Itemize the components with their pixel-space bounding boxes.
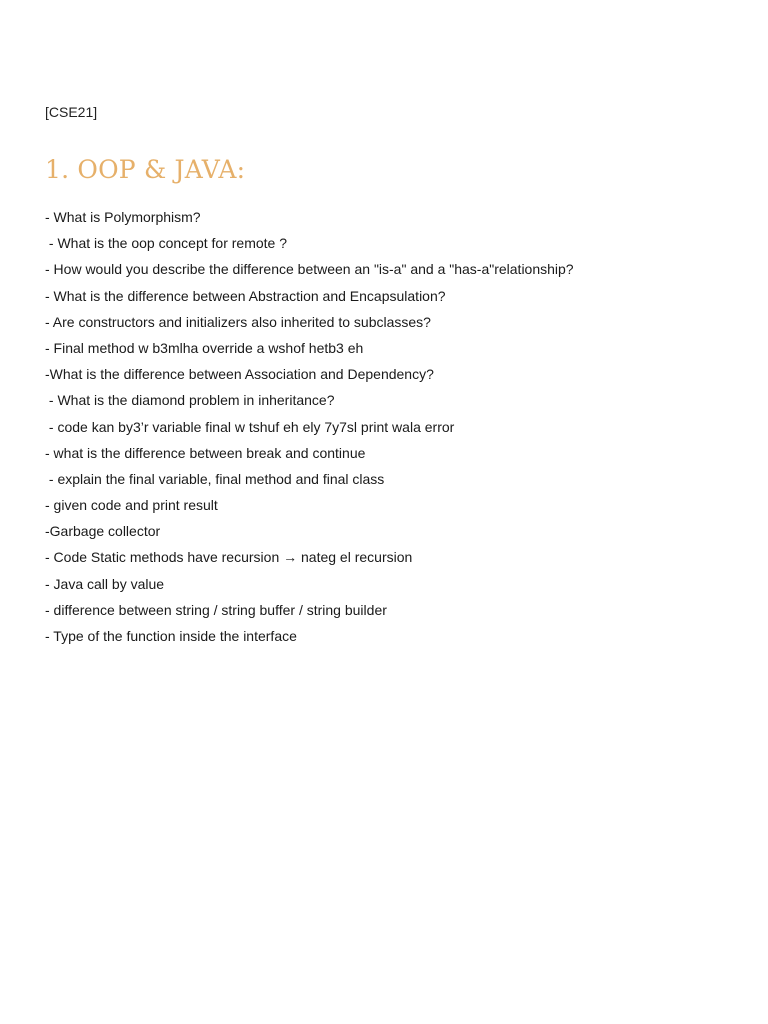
question-item: -Garbage collector xyxy=(45,523,161,540)
question-item: - code kan by3’r variable final w tshuf eh ely 7y7sl print wala error xyxy=(45,418,455,435)
question-item: - what is the difference between break and continue xyxy=(45,444,366,461)
question-item: - Code Static methods have recursion → nateg el recursion xyxy=(45,549,413,566)
section-heading: 1. OOP & JAVA: xyxy=(45,155,246,184)
question-item: - explain the final variable, final method and final class xyxy=(45,470,385,487)
question-item: -What is the difference between Association and Dependency? xyxy=(45,366,434,383)
question-item: - Are constructors and initializers also inherited to subclasses? xyxy=(45,313,431,330)
question-item: - How would you describe the difference between an "is-a" and a "has-a"relationship? xyxy=(45,261,574,278)
question-item: - Java call by value xyxy=(45,575,165,592)
question-item: - What is the diamond problem in inheritance? xyxy=(45,392,335,409)
question-item: - given code and print result xyxy=(45,497,218,514)
course-tag: [CSE21] xyxy=(45,104,98,120)
question-item: - What is Polymorphism? xyxy=(45,209,201,225)
question-list xyxy=(45,204,574,649)
question-item: - Final method w b3mlha override a wshof hetb3 eh xyxy=(45,339,364,356)
question-item: - Type of the function inside the interface xyxy=(45,628,297,644)
question-item: - What is the difference between Abstraction and Encapsulation? xyxy=(45,287,446,304)
question-item: - difference between string / string buffer / string builder xyxy=(45,601,387,618)
question-item: - What is the oop concept for remote ? xyxy=(45,235,288,252)
